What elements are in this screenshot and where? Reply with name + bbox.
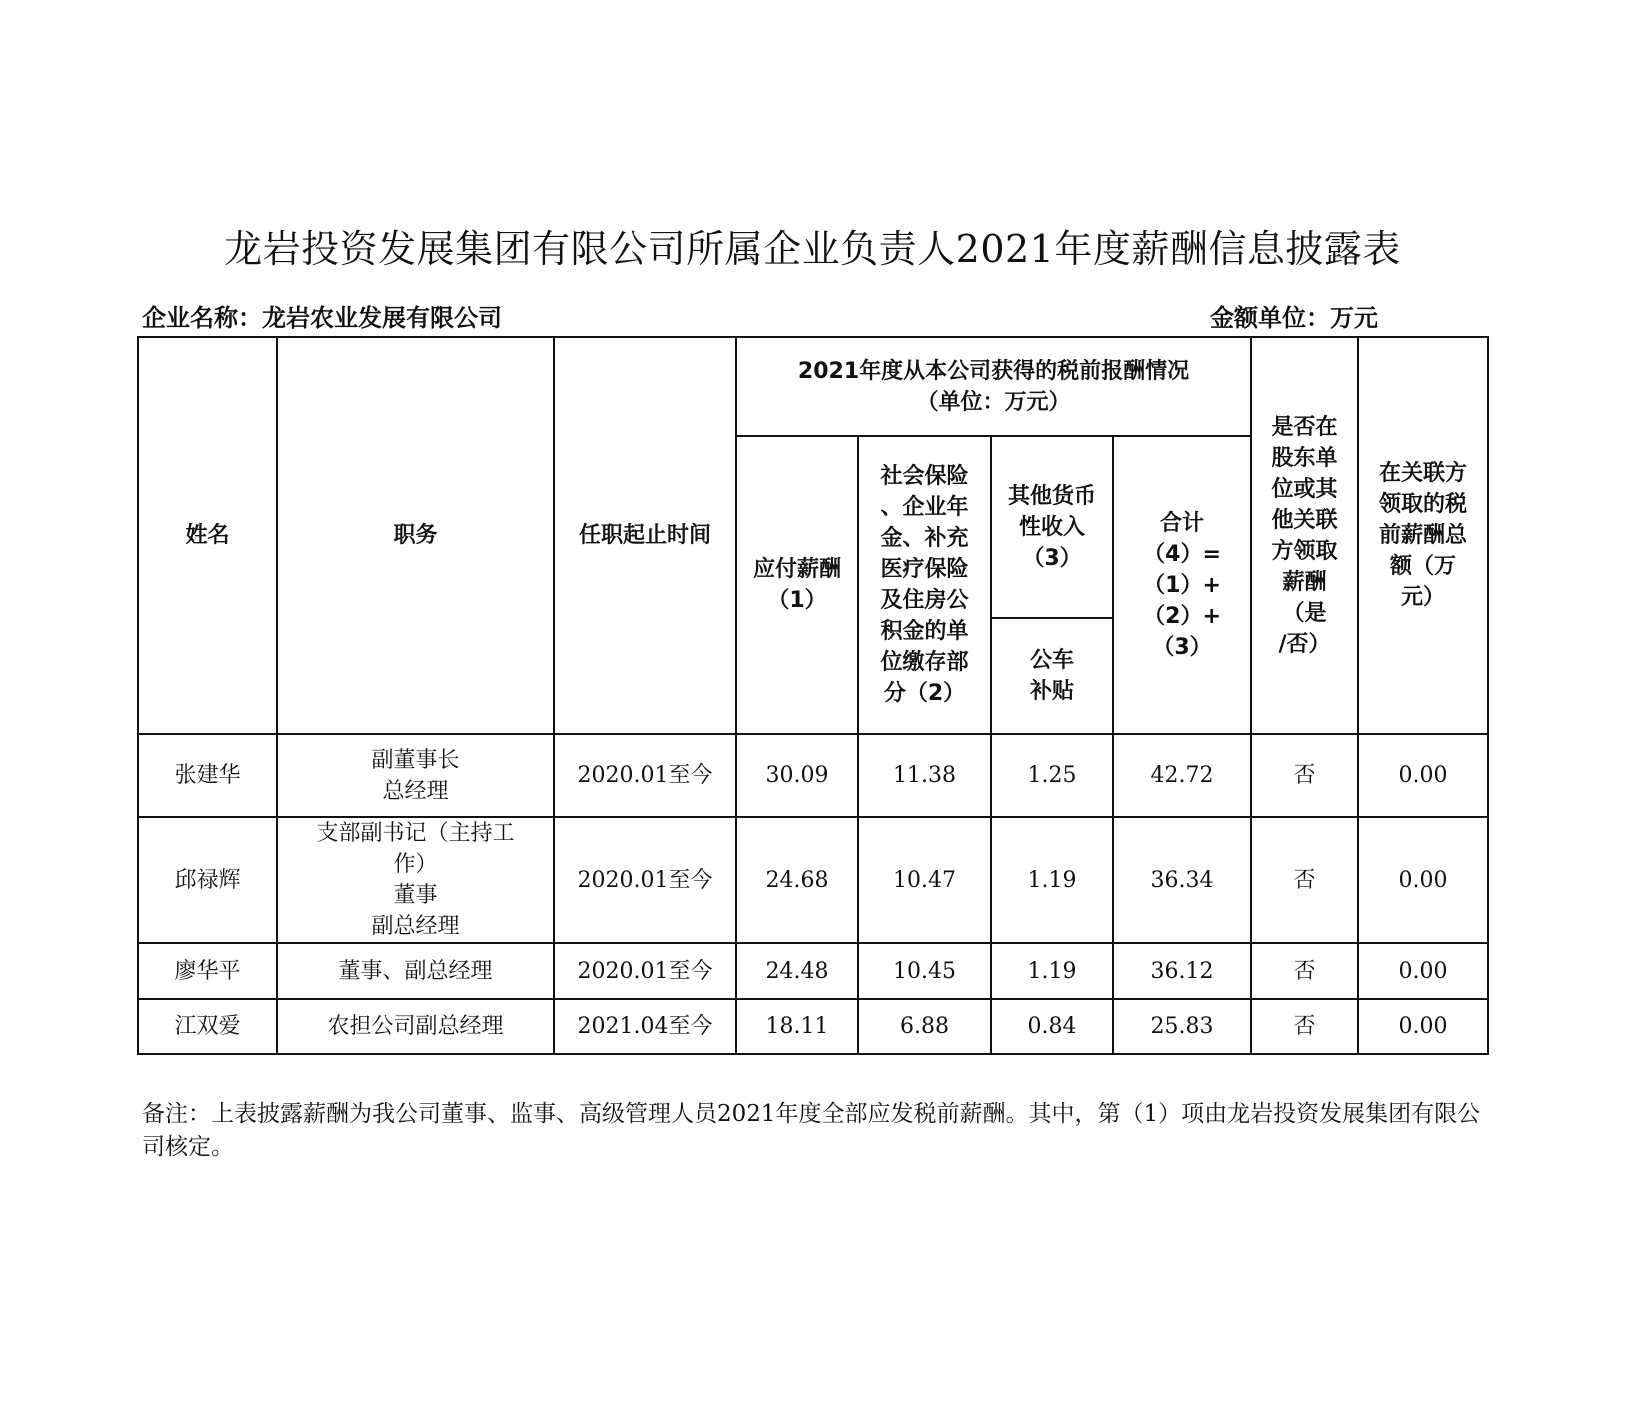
cell-car-allowance: 0.84 xyxy=(991,999,1113,1054)
table-row xyxy=(138,734,1488,817)
header-name: 姓名 xyxy=(138,337,277,734)
company-name: 企业名称：龙岩农业发展有限公司 xyxy=(142,304,502,332)
cell-name: 邱禄辉 xyxy=(138,817,277,943)
document-title: 龙岩投资发展集团有限公司所属企业负责人2021年度薪酬信息披露表 xyxy=(224,227,1401,271)
cell-name: 江双爱 xyxy=(138,999,277,1054)
cell-name: 廖华平 xyxy=(138,943,277,999)
cell-insurance: 11.38 xyxy=(858,734,991,817)
cell-total: 25.83 xyxy=(1113,999,1251,1054)
cell-salary: 24.48 xyxy=(736,943,858,999)
header-tenure: 任职起止时间 xyxy=(554,337,736,734)
header-position: 职务 xyxy=(277,337,554,734)
footnote: 备注：上表披露薪酬为我公司董事、监事、高级管理人员2021年度全部应发税前薪酬。其中，第（1）项由龙岩投资发展集团有限公司核定。 xyxy=(142,1101,1481,1160)
cell-tenure: 2020.01至今 xyxy=(554,817,736,943)
cell-insurance: 10.45 xyxy=(858,943,991,999)
header-row-1 xyxy=(138,337,1488,436)
header-related-flag: 是否在 股东单 位或其 他关联 方领取 薪酬 （是 /否） xyxy=(1251,337,1358,734)
header-car-allowance: 公车 补贴 xyxy=(991,618,1113,734)
cell-total: 36.34 xyxy=(1113,817,1251,943)
cell-salary: 24.68 xyxy=(736,817,858,943)
cell-related-amount: 0.00 xyxy=(1358,943,1488,999)
cell-insurance: 10.47 xyxy=(858,817,991,943)
cell-tenure: 2021.04至今 xyxy=(554,999,736,1054)
cell-position: 农担公司副总经理 xyxy=(277,999,554,1054)
cell-car-allowance: 1.19 xyxy=(991,817,1113,943)
cell-name: 张建华 xyxy=(138,734,277,817)
header-salary: 应付薪酬 （1） xyxy=(736,436,858,734)
salary-table xyxy=(137,336,1489,1055)
cell-related-flag: 否 xyxy=(1251,817,1358,943)
table-row xyxy=(138,943,1488,999)
cell-car-allowance: 1.19 xyxy=(991,943,1113,999)
cell-total: 42.72 xyxy=(1113,734,1251,817)
cell-tenure: 2020.01至今 xyxy=(554,734,736,817)
cell-related-amount: 0.00 xyxy=(1358,817,1488,943)
table-row xyxy=(138,817,1488,943)
cell-car-allowance: 1.25 xyxy=(991,734,1113,817)
cell-related-flag: 否 xyxy=(1251,734,1358,817)
cell-total: 36.12 xyxy=(1113,943,1251,999)
cell-insurance: 6.88 xyxy=(858,999,991,1054)
cell-salary: 18.11 xyxy=(736,999,858,1054)
header-pretax-group: 2021年度从本公司获得的税前报酬情况 （单位：万元） xyxy=(736,337,1251,436)
header-insurance: 社会保险 、企业年 金、补充 医疗保险 及住房公 积金的单 位缴存部 分（2） xyxy=(858,436,991,734)
header-other-income: 其他货币 性收入 （3） xyxy=(991,436,1113,618)
header-related-amount: 在关联方 领取的税 前薪酬总 额（万 元） xyxy=(1358,337,1488,734)
cell-related-flag: 否 xyxy=(1251,999,1358,1054)
amount-unit: 金额单位：万元 xyxy=(1210,304,1378,332)
cell-related-amount: 0.00 xyxy=(1358,734,1488,817)
cell-related-flag: 否 xyxy=(1251,943,1358,999)
table-row xyxy=(138,999,1488,1054)
cell-position: 副董事长 总经理 xyxy=(277,734,554,817)
cell-position: 支部副书记（主持工 作） 董事 副总经理 xyxy=(277,817,554,943)
cell-related-amount: 0.00 xyxy=(1358,999,1488,1054)
header-total: 合计 （4）= （1）+ （2）+ （3） xyxy=(1113,436,1251,734)
cell-tenure: 2020.01至今 xyxy=(554,943,736,999)
cell-salary: 30.09 xyxy=(736,734,858,817)
cell-position: 董事、副总经理 xyxy=(277,943,554,999)
